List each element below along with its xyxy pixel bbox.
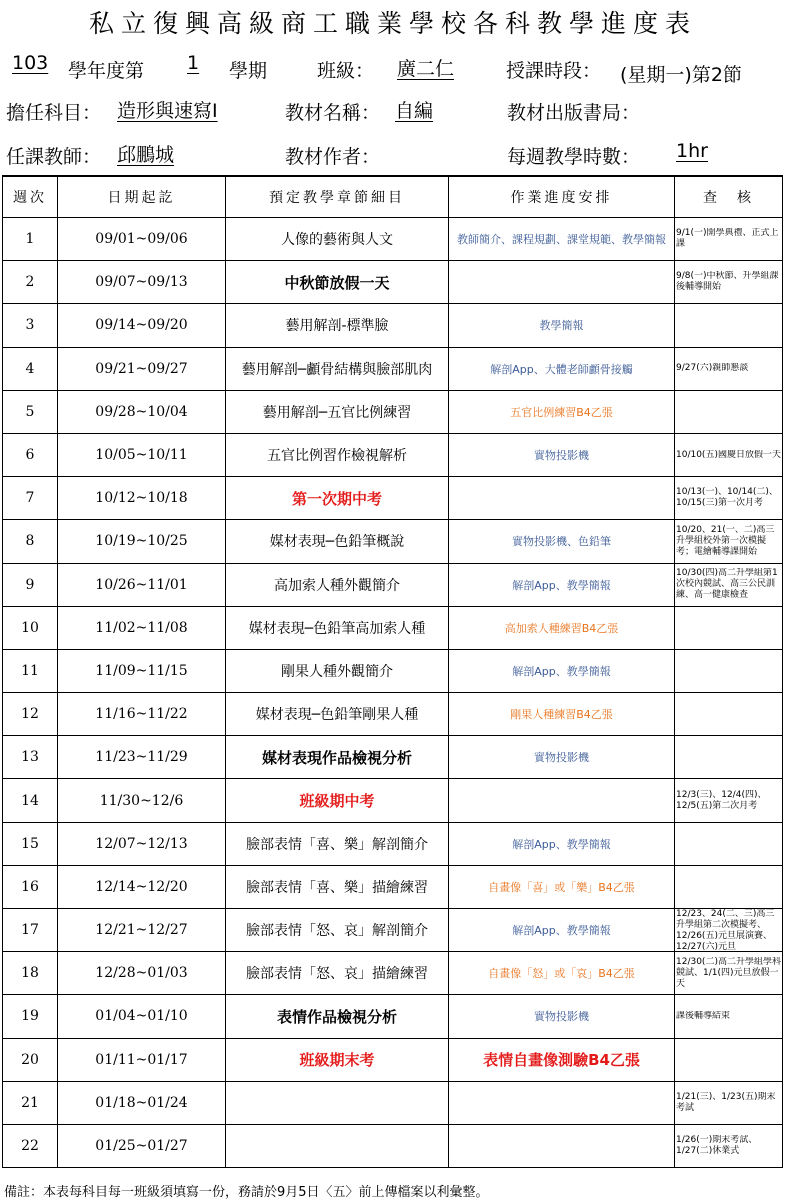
topic-cell: 臉部表情「怒、哀」解剖簡介 xyxy=(226,909,449,952)
check-text: 1/26(一)期末考試、1/27(二)休業式 xyxy=(676,1135,758,1157)
topic-cell: 媒材表現作品檢視分析 xyxy=(226,736,449,779)
week-cell: 2 xyxy=(3,261,58,304)
dates-cell: 11/02~11/08 xyxy=(58,606,226,649)
homework-cell: 剛果人種練習B4乙張 xyxy=(449,693,675,736)
homework-cell xyxy=(449,779,675,822)
week-cell: 12 xyxy=(3,693,58,736)
hours-label: 每週教學時數： xyxy=(507,146,641,168)
check-cell xyxy=(675,822,783,865)
topic-cell: 藝用解剖─顱骨結構與臉部肌肉 xyxy=(226,347,449,390)
check-cell xyxy=(675,952,783,995)
check-text: 9/27(六)親師懇談 xyxy=(676,363,749,374)
homework-cell: 五官比例練習B4乙張 xyxy=(449,390,675,433)
check-text: 10/13(一)、10/14(二)、10/15(三)第一次月考 xyxy=(676,487,778,509)
topic-cell: 臉部表情「喜、樂」解剖簡介 xyxy=(226,822,449,865)
check-text: 10/10(五)國慶日放假一天 xyxy=(676,449,781,460)
dates-cell: 01/04~01/10 xyxy=(58,995,226,1038)
dates-cell: 09/28~10/04 xyxy=(58,390,226,433)
dates-cell: 12/28~01/03 xyxy=(58,952,226,995)
dates-cell: 10/19~10/25 xyxy=(58,520,226,563)
topic-cell: 媒材表現─色鉛筆高加索人種 xyxy=(226,606,449,649)
topic-cell: 臉部表情「喜、樂」描繪練習 xyxy=(226,865,449,908)
dates-cell: 09/14~09/20 xyxy=(58,304,226,347)
dates-cell: 01/25~01/27 xyxy=(58,1124,226,1167)
week-cell: 21 xyxy=(3,1081,58,1124)
page-title: 私立復興高級商工職業學校各科教學進度表 xyxy=(88,9,697,38)
dates-cell: 01/18~01/24 xyxy=(58,1081,226,1124)
dates-cell: 01/11~01/17 xyxy=(58,1038,226,1081)
dates-cell: 10/05~10/11 xyxy=(58,433,226,476)
table-row xyxy=(3,218,783,261)
week-cell: 18 xyxy=(3,952,58,995)
dates-cell: 11/09~11/15 xyxy=(58,649,226,692)
table-row xyxy=(3,304,783,347)
dates-cell: 10/12~10/18 xyxy=(58,477,226,520)
check-cell xyxy=(675,433,783,476)
homework-cell: 自畫像「怒」或「哀」B4乙張 xyxy=(449,952,675,995)
topic-cell: 臉部表情「怒、哀」描繪練習 xyxy=(226,952,449,995)
period-value: (星期一)第2節 xyxy=(620,64,742,86)
topic-cell: 媒材表現─色鉛筆剛果人種 xyxy=(226,693,449,736)
term-value: 1 xyxy=(187,52,200,74)
check-text: 12/23、24(二、三)高三升學組第二次模擬考、12/26(五)元旦展演賽、12/27(六)元旦 xyxy=(676,909,775,952)
topic-cell: 第一次期中考 xyxy=(226,477,449,520)
check-text: 9/1(一)開學典禮、正式上課 xyxy=(676,228,779,250)
table-row xyxy=(3,390,783,433)
year-label: 學年度第 xyxy=(68,60,145,82)
topic-cell: 高加索人種外觀簡介 xyxy=(226,563,449,606)
week-cell: 14 xyxy=(3,779,58,822)
dates-cell: 09/01~09/06 xyxy=(58,218,226,261)
period-label: 授課時段： xyxy=(506,60,602,82)
week-cell: 8 xyxy=(3,520,58,563)
homework-cell: 實物投影機 xyxy=(449,433,675,476)
table-row xyxy=(3,520,783,563)
check-cell xyxy=(675,909,783,952)
dates-cell: 12/21~12/27 xyxy=(58,909,226,952)
col-dates: 日期起訖 xyxy=(58,176,226,218)
week-cell: 10 xyxy=(3,606,58,649)
week-cell: 4 xyxy=(3,347,58,390)
year-field xyxy=(12,52,48,74)
term-label: 學期 xyxy=(229,60,268,82)
table-row xyxy=(3,433,783,476)
table-row xyxy=(3,952,783,995)
week-cell: 6 xyxy=(3,433,58,476)
homework-cell: 自畫像「喜」或「樂」B4乙張 xyxy=(449,865,675,908)
table-row xyxy=(3,995,783,1038)
check-text: 1/21(三)、1/23(五)期末考試 xyxy=(676,1091,776,1113)
material-label: 教材名稱： xyxy=(285,102,381,124)
table-row xyxy=(3,563,783,606)
topic-cell: 表情作品檢視分析 xyxy=(226,995,449,1038)
dates-cell: 12/14~12/20 xyxy=(58,865,226,908)
topic-cell: 藝用解剖─五官比例練習 xyxy=(226,390,449,433)
dates-cell: 11/23~11/29 xyxy=(58,736,226,779)
table-row xyxy=(3,261,783,304)
homework-cell: 解剖App、教學簡報 xyxy=(449,909,675,952)
check-cell xyxy=(675,779,783,822)
week-cell: 5 xyxy=(3,390,58,433)
table-row xyxy=(3,1081,783,1124)
check-cell xyxy=(675,1081,783,1124)
table-row xyxy=(3,909,783,952)
homework-cell: 解剖App、教學簡報 xyxy=(449,563,675,606)
table-row xyxy=(3,693,783,736)
check-cell xyxy=(675,1038,783,1081)
check-cell xyxy=(675,347,783,390)
table-row xyxy=(3,477,783,520)
footer-note: 備註：本表每科目每一班級須填寫一份，務請於9月5日〈五〉前上傳檔案以利彙整。 xyxy=(4,1185,489,1200)
check-cell xyxy=(675,390,783,433)
check-cell xyxy=(675,1124,783,1167)
teacher-label: 任課教師： xyxy=(6,146,102,168)
col-check: 查 核 xyxy=(675,176,783,218)
class-label: 班級： xyxy=(317,60,375,82)
table-row xyxy=(3,779,783,822)
check-text: 9/8(一)中秋節、升學組課後輔導開始 xyxy=(676,271,779,293)
table-header-row xyxy=(3,176,783,218)
check-text: 10/20、21(一、二)高三升學組校外第一次模擬考；電繪輔導課開始 xyxy=(676,524,775,557)
homework-cell xyxy=(449,1081,675,1124)
topic-cell xyxy=(226,1081,449,1124)
class-value: 廣二仁 xyxy=(397,58,455,80)
check-cell xyxy=(675,693,783,736)
check-cell xyxy=(675,995,783,1038)
table-row xyxy=(3,822,783,865)
check-cell xyxy=(675,261,783,304)
dates-cell: 11/16~11/22 xyxy=(58,693,226,736)
topic-cell: 人像的藝術與人文 xyxy=(226,218,449,261)
table-row xyxy=(3,736,783,779)
dates-cell: 11/30~12/6 xyxy=(58,779,226,822)
homework-cell: 實物投影機 xyxy=(449,995,675,1038)
dates-cell: 09/07~09/13 xyxy=(58,261,226,304)
check-cell xyxy=(675,520,783,563)
col-topic: 預定教學章節細目 xyxy=(226,176,449,218)
week-cell: 9 xyxy=(3,563,58,606)
topic-cell: 班級期末考 xyxy=(226,1038,449,1081)
subject-value: 造形與速寫Ⅰ xyxy=(117,100,218,122)
check-cell xyxy=(675,606,783,649)
table-row xyxy=(3,865,783,908)
check-text: 12/3(三)、12/4(四)、12/5(五)第二次月考 xyxy=(676,789,767,811)
week-cell: 13 xyxy=(3,736,58,779)
col-week: 週次 xyxy=(3,176,58,218)
week-cell: 22 xyxy=(3,1124,58,1167)
check-cell xyxy=(675,477,783,520)
topic-cell xyxy=(226,1124,449,1167)
week-cell: 17 xyxy=(3,909,58,952)
week-cell: 7 xyxy=(3,477,58,520)
topic-cell: 中秋節放假一天 xyxy=(226,261,449,304)
check-cell xyxy=(675,563,783,606)
topic-cell: 五官比例習作檢視解析 xyxy=(226,433,449,476)
check-cell xyxy=(675,865,783,908)
topic-cell: 媒材表現─色鉛筆概說 xyxy=(226,520,449,563)
col-homework: 作業進度安排 xyxy=(449,176,675,218)
homework-cell xyxy=(449,1124,675,1167)
check-cell xyxy=(675,736,783,779)
homework-cell: 教學簡報 xyxy=(449,304,675,347)
check-cell xyxy=(675,304,783,347)
dates-cell: 10/26~11/01 xyxy=(58,563,226,606)
table-row xyxy=(3,606,783,649)
week-cell: 3 xyxy=(3,304,58,347)
homework-cell: 高加索人種練習B4乙張 xyxy=(449,606,675,649)
check-text: 12/30(二)高二升學組學科競試、1/1(四)元旦放假一天 xyxy=(676,956,781,989)
check-cell xyxy=(675,649,783,692)
homework-cell: 教師簡介、課程規劃、課堂規範、教學簡報 xyxy=(449,218,675,261)
homework-cell: 解剖App、教學簡報 xyxy=(449,649,675,692)
dates-cell: 09/21~09/27 xyxy=(58,347,226,390)
week-cell: 20 xyxy=(3,1038,58,1081)
homework-cell: 實物投影機 xyxy=(449,736,675,779)
homework-cell: 解剖App、教學簡報 xyxy=(449,822,675,865)
homework-cell: 表情自畫像測驗B4乙張 xyxy=(449,1038,675,1081)
topic-cell: 剛果人種外觀簡介 xyxy=(226,649,449,692)
topic-cell: 班級期中考 xyxy=(226,779,449,822)
week-cell: 1 xyxy=(3,218,58,261)
homework-cell: 解剖App、大體老師顱骨接觸 xyxy=(449,347,675,390)
table-row xyxy=(3,649,783,692)
material-value: 自編 xyxy=(395,100,434,122)
table-row xyxy=(3,1124,783,1167)
dates-cell: 12/07~12/13 xyxy=(58,822,226,865)
author-label: 教材作者： xyxy=(285,146,381,168)
table-row xyxy=(3,1038,783,1081)
week-cell: 16 xyxy=(3,865,58,908)
publisher-label: 教材出版書局： xyxy=(507,102,641,124)
homework-cell: 實物投影機、色鉛筆 xyxy=(449,520,675,563)
week-cell: 15 xyxy=(3,822,58,865)
hours-value: 1hr xyxy=(676,140,708,162)
check-text: 課後輔導結束 xyxy=(676,1010,731,1021)
year-value: 103 xyxy=(12,52,49,74)
subject-label: 擔任科目： xyxy=(6,102,102,124)
check-cell xyxy=(675,218,783,261)
week-cell: 11 xyxy=(3,649,58,692)
teacher-value: 邱鵬城 xyxy=(117,144,175,166)
table-row xyxy=(3,347,783,390)
homework-cell xyxy=(449,261,675,304)
homework-cell xyxy=(449,477,675,520)
check-text: 10/30(四)高二升學組第1次校內競試、高三公民訓練、高一健康檢查 xyxy=(676,568,778,601)
week-cell: 19 xyxy=(3,995,58,1038)
schedule-table xyxy=(2,175,783,1168)
topic-cell: 藝用解剖-標準臉 xyxy=(226,304,449,347)
